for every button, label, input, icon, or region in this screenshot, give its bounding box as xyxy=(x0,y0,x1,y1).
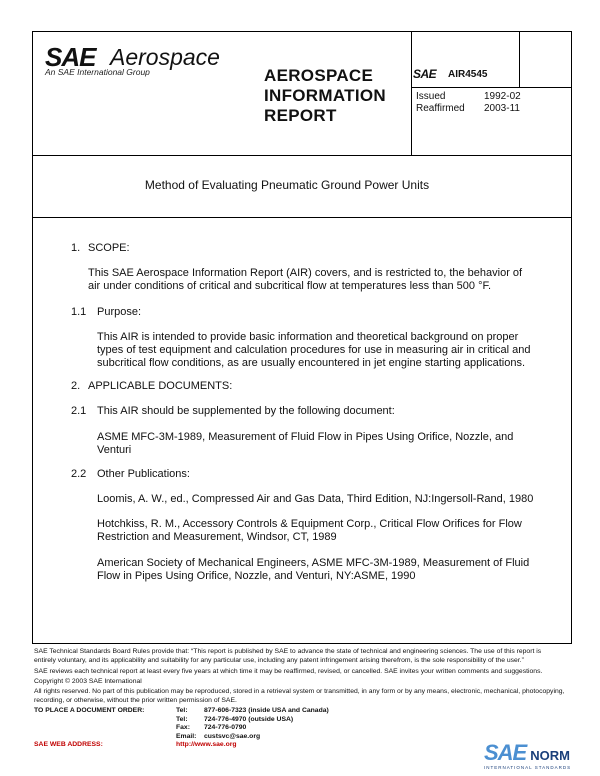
reaffirmed-value: 2003-11 xyxy=(484,103,520,114)
frame-right xyxy=(571,31,572,643)
section-1-1-text: This AIR is intended to provide basic information and theoretical background on proper types of test equipment and calculation procedures for use in measuring air in critical and subcritical flow conditions, as are usually encountered in jet engine starting applications. xyxy=(97,331,531,369)
section-2-2-heading: Other Publications: xyxy=(97,468,190,480)
sae-mini-logo: SAE xyxy=(413,67,437,81)
section-1-number: 1. xyxy=(71,242,81,254)
sae-norm-mark: SAE xyxy=(484,740,527,765)
issued-value: 1992-02 xyxy=(484,91,521,102)
contact-email[interactable]: Email: custsvc@sae.org xyxy=(176,732,261,740)
sae-logo-mark: SAE xyxy=(45,42,96,72)
section-1-1-heading: Purpose: xyxy=(97,306,142,318)
section-2-1-number: 2.1 xyxy=(71,405,87,417)
order-label: TO PLACE A DOCUMENT ORDER: xyxy=(34,707,145,714)
section-2-1-heading: This AIR should be supplemented by the following document: xyxy=(97,405,395,417)
section-2-1-text: ASME MFC-3M-1989, Measurement of Fluid Flow in Pipes Using Orifice, Nozzle, and Venturi xyxy=(97,431,514,456)
section-1-1-number: 1.1 xyxy=(71,306,87,318)
sae-norm-logo xyxy=(484,740,570,766)
section-1-text: This SAE Aerospace Information Report (AIR) covers, and is restricted to, the behavior of air under conditions of critical and subcritical flow at temperatures less than 500 °F. xyxy=(88,267,523,292)
norm-subtitle: INTERNATIONAL STANDARDS xyxy=(484,765,572,770)
header-rule xyxy=(32,155,572,156)
copyright-notice: Copyright © 2003 SAE International xyxy=(34,678,142,685)
frame-left xyxy=(32,31,33,643)
reference-hotchkiss: Hotchkiss, R. M., Accessory Controls & Equipment Corp., Critical Flow Orifices for Flow Restriction and Measurement, Windsor, CT, 1989 xyxy=(97,518,522,543)
document-number: AIR4545 xyxy=(448,69,488,80)
norm-word: NORM xyxy=(530,748,570,763)
frame-top xyxy=(32,31,572,32)
contact-tel-usa: Tel: 877-606-7323 (inside USA and Canada) xyxy=(176,707,329,714)
web-address-link[interactable]: http://www.sae.org xyxy=(176,741,237,748)
title-rule xyxy=(32,217,572,218)
section-2-2-number: 2.2 xyxy=(71,468,87,480)
header-divider-small xyxy=(519,31,520,87)
header-divider-vertical xyxy=(411,31,412,155)
reaffirmed-label: Reaffirmed xyxy=(416,103,465,114)
contact-list xyxy=(176,707,329,741)
rights-notice: All rights reserved. No part of this publication may be reproduced, stored in a retrieval system or transmitted, in any form or by any means, electronic, mechanical, photocopying, recording, or otherwise, without the prior written permission of SAE. xyxy=(34,688,565,704)
section-2-number: 2. xyxy=(71,380,81,392)
contact-fax: Fax: 724-776-0790 xyxy=(176,724,247,732)
issued-label: Issued xyxy=(416,91,446,102)
section-2-heading: APPLICABLE DOCUMENTS: xyxy=(88,380,233,392)
contact-tel-intl: Tel: 724-776-4970 (outside USA) xyxy=(176,715,294,723)
frame-bottom xyxy=(32,643,572,644)
header-divider-horizontal xyxy=(411,87,572,88)
reference-asme: American Society of Mechanical Engineers, ASME MFC-3M-1989, Measurement of Fluid Flow in Pipes Using Orifice, Nozzle, and Venturi, NY:ASME, 1990 xyxy=(97,557,530,582)
aerospace-logo-word: Aerospace xyxy=(110,44,220,70)
logo-subtitle: An SAE International Group xyxy=(45,67,150,77)
document-title: Method of Evaluating Pneumatic Ground Power Units xyxy=(144,178,430,192)
section-1-heading: SCOPE: xyxy=(88,242,130,254)
reference-loomis: Loomis, A. W., ed., Compressed Air and Gas Data, Third Edition, NJ:Ingersoll-Rand, 1980 xyxy=(97,493,534,505)
web-address-label: SAE WEB ADDRESS: xyxy=(34,741,103,748)
report-type-title: AEROSPACE INFORMATION REPORT xyxy=(264,66,386,125)
tsb-rules-notice: SAE Technical Standards Board Rules provide that: “This report is published by SAE to advance the state of technical and engineering sciences. The use of this report is entirely voluntary, and its applicability and suitability for any particular use, including any patent infringement arising therefrom, is the sole responsibility of the user.” xyxy=(34,648,542,664)
review-notice: SAE reviews each technical report at least every five years at which time it may be reaffirmed, revised, or cancelled. SAE invites your written comments and suggestions. xyxy=(34,668,543,675)
